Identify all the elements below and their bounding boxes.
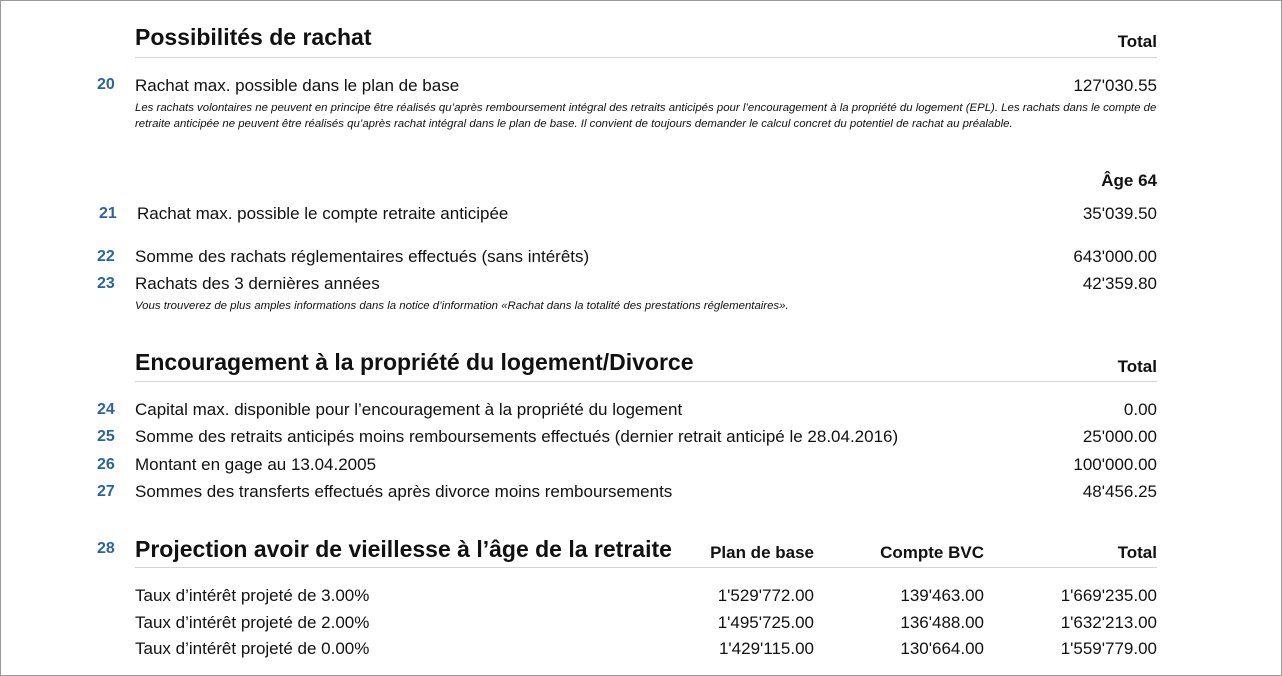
info-note: Les rachats volontaires ne peuvent en principe être réalisés qu’après remboursement intégral des retraits anticipés pour l’encouragement à la propriété du logement (EPL). Les rachats dans le compte de retraite anticipée ne peuvent être réalisés qu’après rachat intégral dans le plan de base. Il convient de toujours demander le calcul concret du potentiel de rachat au préalable. [135,102,1157,130]
row-value: 35'039.50 [1082,204,1157,223]
projection-total-value: 1'669'235.00 [1060,586,1157,605]
row-label: Somme des rachats réglementaires effectués (sans intérêts) [135,247,590,266]
projection-row-label: Taux d’intérêt projeté de 2.00% [135,613,370,632]
row-number: 21 [99,205,117,222]
column-header-compte-bvc: Compte BVC [880,543,984,562]
projection-plan-value: 1'529'772.00 [717,586,814,605]
projection-bvc-value: 130'664.00 [900,639,984,658]
row-label: Rachat max. possible dans le plan de base [135,76,460,95]
section-title-rachat: Possibilités de rachat [135,24,372,50]
row-number: 25 [97,428,115,445]
row-number: 22 [97,248,115,265]
column-header-plan-de-base: Plan de base [710,543,814,562]
row-number: 27 [97,483,115,500]
projection-row-label: Taux d’intérêt projeté de 3.00% [135,586,370,605]
row-label: Capital max. disponible pour l’encouragement à la propriété du logement [135,400,683,419]
row-value: 25'000.00 [1082,427,1157,446]
row-number: 26 [97,456,115,473]
projection-bvc-value: 139'463.00 [900,586,984,605]
projection-total-value: 1'632'213.00 [1060,613,1157,632]
row-label: Sommes des transferts effectués après divorce moins remboursements [135,482,673,501]
row-label: Montant en gage au 13.04.2005 [135,455,377,474]
row-value: 48'456.25 [1082,482,1157,501]
row-number: 23 [97,275,115,292]
row-label: Rachats des 3 dernières années [135,274,380,293]
column-header-total: Total [1117,357,1157,376]
row-value: 0.00 [1123,400,1157,419]
row-number: 24 [97,401,115,418]
row-number: 28 [97,540,115,557]
row-label: Somme des retraits anticipés moins remboursements effectués (dernier retrait anticipé le 28.04.2016) [135,427,899,446]
section-title-epl: Encouragement à la propriété du logement/Divorce [135,349,694,375]
row-value: 127'030.55 [1073,76,1157,95]
info-note: Vous trouverez de plus amples informations dans la notice d’information «Rachat dans la totalité des prestations réglementaires». [135,300,789,312]
column-header-total: Total [1117,543,1157,562]
row-value: 643'000.00 [1073,247,1157,266]
projection-total-value: 1'559'779.00 [1060,639,1157,658]
row-number: 20 [97,76,115,93]
projection-bvc-value: 136'488.00 [900,613,984,632]
column-header-total: Total [1117,32,1157,51]
projection-plan-value: 1'495'725.00 [717,613,814,632]
column-header-age: Âge 64 [1101,171,1157,190]
projection-plan-value: 1'429'115.00 [718,639,814,658]
section-divider [135,57,1157,58]
row-label: Rachat max. possible le compte retraite anticipée [137,204,509,223]
row-value: 42'359.80 [1082,274,1157,293]
section-divider [135,381,1157,382]
row-value: 100'000.00 [1073,455,1157,474]
section-title-projection: Projection avoir de vieillesse à l’âge de la retraite [135,536,672,562]
projection-row-label: Taux d’intérêt projeté de 0.00% [135,639,370,658]
section-divider [135,567,1157,568]
